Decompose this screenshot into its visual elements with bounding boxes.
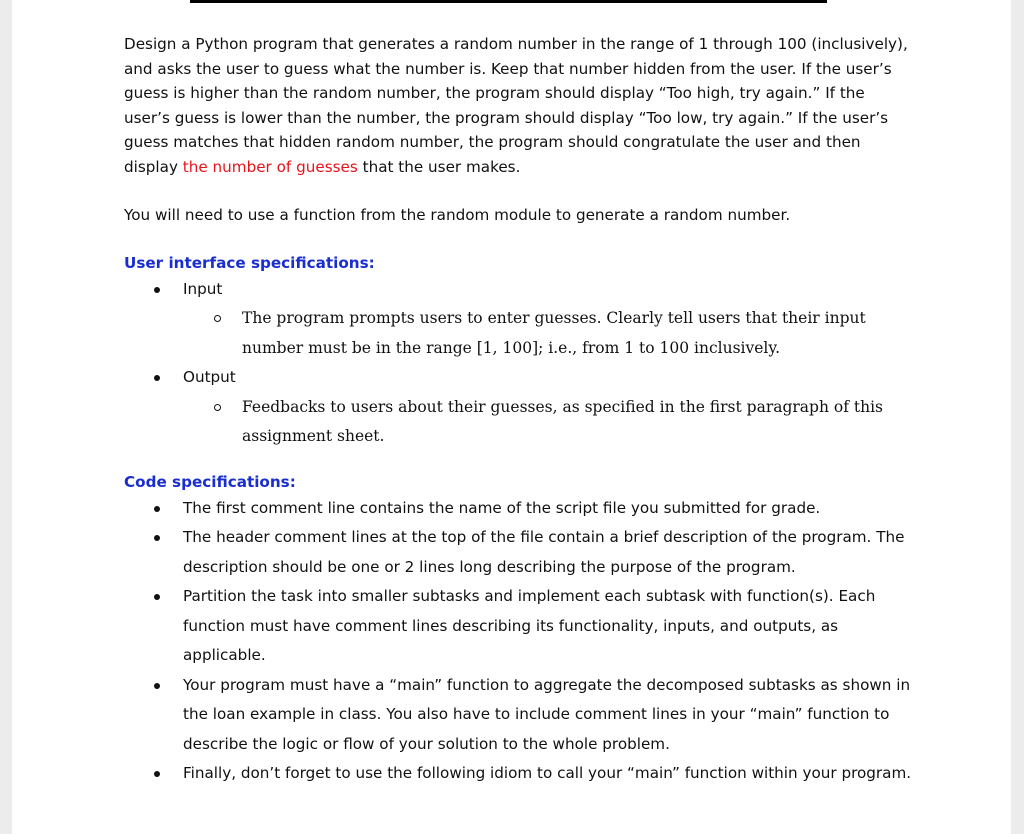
intro-text-end: that the user makes. bbox=[357, 157, 521, 176]
bullet-icon bbox=[154, 506, 160, 512]
bullet-icon bbox=[154, 375, 160, 381]
output-detail-text: Feedbacks to users about their guesses, as specified in the first paragraph of this assignment sheet. bbox=[242, 397, 884, 445]
code-spec-text: Partition the task into smaller subtasks and implement each subtask with function(s). Each function must have comment lines describing its functionality, inputs, and outputs, as applicable. bbox=[183, 587, 876, 664]
bullet-icon bbox=[154, 535, 160, 541]
input-label: Input bbox=[183, 279, 223, 298]
code-spec-item bbox=[124, 494, 914, 524]
top-rule bbox=[190, 0, 827, 3]
bullet-icon bbox=[154, 594, 160, 600]
hollow-bullet-icon bbox=[214, 315, 221, 322]
intro-paragraph bbox=[124, 32, 914, 179]
input-detail-text: The program prompts users to enter guesses. Clearly tell users that their input number must be in the range [1, 100]; i.e., from 1 to 100 inclusively. bbox=[242, 309, 866, 357]
random-module-note: You will need to use a function from the random module to generate a random number. bbox=[124, 206, 791, 224]
bullet-icon bbox=[154, 771, 160, 777]
code-spec-item bbox=[124, 523, 914, 582]
document-page bbox=[12, 0, 1011, 834]
document-content bbox=[124, 32, 914, 789]
ui-spec-heading: User interface specifications: bbox=[124, 253, 375, 272]
code-spec-item bbox=[124, 759, 914, 789]
ui-spec-item-output bbox=[124, 363, 914, 393]
bullet-icon bbox=[154, 683, 160, 689]
bullet-icon bbox=[154, 287, 160, 293]
hollow-bullet-icon bbox=[214, 404, 221, 411]
code-spec-heading: Code specifications: bbox=[124, 472, 296, 491]
ui-spec-input-detail bbox=[124, 304, 914, 363]
code-spec-text: Finally, don’t forget to use the following idiom to call your “main” function within your program. bbox=[183, 764, 912, 782]
ui-spec-item-input bbox=[124, 275, 914, 305]
ui-spec-list bbox=[124, 275, 914, 452]
code-spec-text: The first comment line contains the name of the script file you submitted for grade. bbox=[183, 498, 821, 517]
ui-spec-output-detail bbox=[124, 393, 914, 452]
code-spec-item bbox=[124, 582, 914, 671]
code-spec-list bbox=[124, 494, 914, 789]
intro-text: Design a Python program that generates a random number in the range of 1 through 100 (inclusively), and asks the user to guess what the number is. Keep that number hidden from the user. If the user’s guess is higher than the random number, the program should display “Too high, try again.” If the user’s guess is lower than the number, the program should display “Too low, try again.” If the user’s guess matches that hidden random number, the program should congratulate the user and then display bbox=[124, 35, 908, 176]
highlighted-text: the number of guesses bbox=[182, 157, 358, 176]
code-spec-item bbox=[124, 671, 914, 760]
code-spec-text: The header comment lines at the top of the file contain a brief description of the program. The description should be one or 2 lines long describing the purpose of the program. bbox=[183, 528, 905, 576]
output-label: Output bbox=[183, 368, 236, 386]
code-spec-text: Your program must have a “main” function to aggregate the decomposed subtasks as shown in the loan example in class. You also have to include comment lines in your “main” function to describe the logic or flow of your solution to the whole problem. bbox=[183, 675, 911, 753]
